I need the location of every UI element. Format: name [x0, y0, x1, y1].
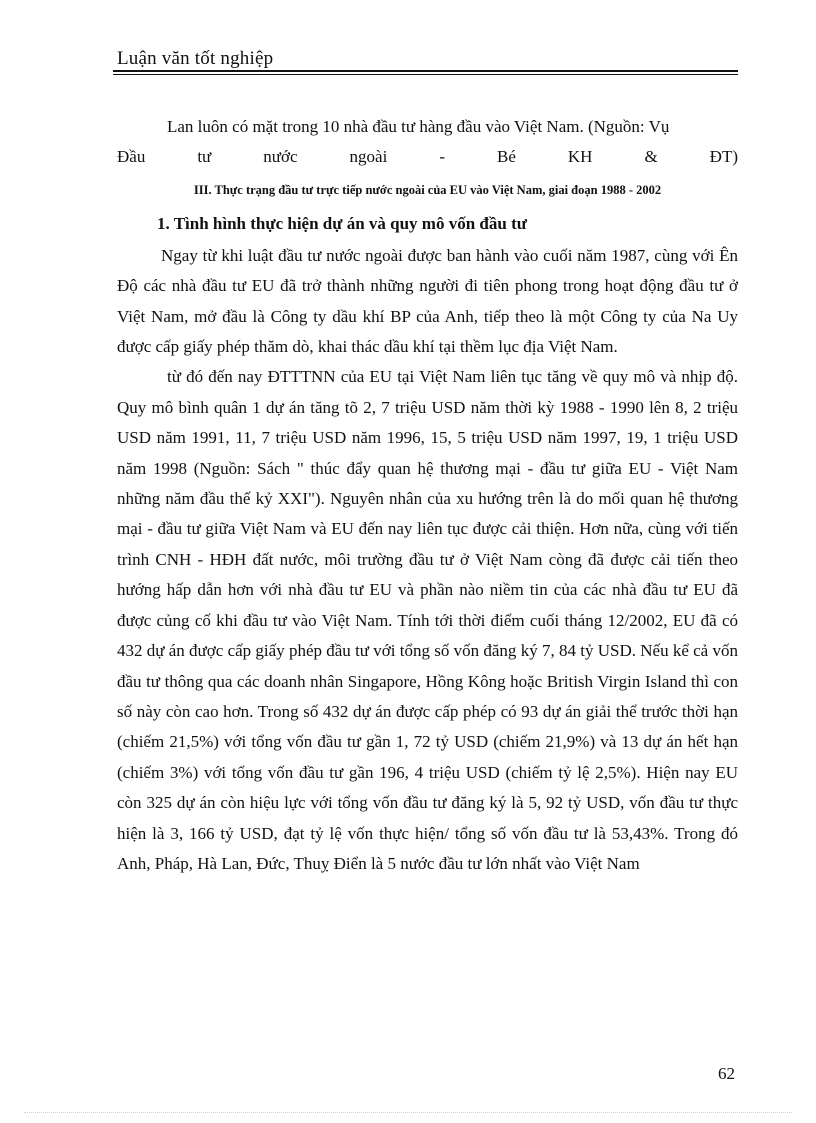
- paragraph-1: Ngay từ khi luật đầu tư nước ngoài được ban hành vào cuối năm 1987, cùng với Ên Độ các nhà đầu tư EU đã trở thành những người đi tiên phong trong hoạt động đầu tư ở Việt Nam, mở đầu là Công ty dầu khí BP của Anh, tiếp theo là một Công ty của Na Uy được cấp giấy phép thăm dò, khai thác dầu khí tại thềm lục địa Việt Nam.: [117, 245, 738, 357]
- paragraph-2: từ đó đến nay ĐTTTNN của EU tại Việt Nam liên tục tăng về quy mô và nhịp độ. Quy mô bình quân 1 dự án tăng tõ 2, 7 triệu USD năm thời kỳ 1988 - 1990 lên 8, 2 triệu USD năm 1991, 11, 7 triệu USD năm 1996, 15, 5 triệu USD năm 1997, 19, 1 triệu USD năm 1998 (Nguồn: Sách " thúc đẩy quan hệ thương mại - đầu tư giữa EU - Việt Nam những năm đầu thế kỷ XXI"). Nguyên nhân của xu hướng trên là do mối quan hệ thương mại - đầu tư giữa Việt Nam và EU đến nay liên tục được cải thiện. Hơn nữa, cùng với tiến trình CNH - HĐH đất nước, môi trường đầu tư ở Việt Nam còng đã được cải tiến theo hướng hấp dẫn hơn với nhà đầu tư EU và phần nào niềm tin của các nhà đầu tư EU đã được củng cố khi đầu tư vào Việt Nam. Tính tới thời điểm cuối tháng 12/2002, EU đã có 432 dự án được cấp giấy phép đầu tư với tổng số vốn đăng ký 7, 84 tỷ USD. Nếu kể cả vốn đầu tư thông qua các doanh nhân Singapore, Hồng Kông hoặc British Virgin Island thì con số này còn cao hơn. Trong số 432 dự án được cấp phép có 93 dự án giải thể trước thời hạn (chiếm 21,5%) với tổng vốn đầu tư gần 1, 72 tỷ USD (chiếm 21,9%) và 13 dự án hết hạn (chiếm 3%) với tổng vốn đầu tư gần 196, 4 triệu USD (chiếm tỷ lệ 2,5%). Hiện nay EU còn 325 dự án còn hiệu lực với tổng vốn đầu tư đăng ký là 5, 92 tỷ USD, vốn đầu tư thực hiện là 3, 166 tỷ USD, đạt tỷ lệ vốn thực hiện/ tổng số vốn đầu tư là 53,43%. Trong đó Anh, Pháp, Hà Lan, Đức, Thuỵ Điển là 5 nước đầu tư lớn nhất vào Việt Nam: [117, 367, 738, 873]
- header-rule-thin: [113, 74, 738, 75]
- bottom-divider: [24, 1112, 792, 1113]
- sub-heading: 1. Tình hình thực hiện dự án và quy mô vốn đầu tư: [157, 213, 527, 233]
- header-rule-thick: [113, 70, 738, 72]
- page-number: 62: [718, 1064, 735, 1083]
- header-title: Luận văn tốt nghiệp: [117, 48, 274, 69]
- intro-line-2: Đầu tư nước ngoài - Bé KH & ĐT): [117, 147, 738, 167]
- intro-line-1: Lan luôn có mặt trong 10 nhà đầu tư hàng đầu vào Việt Nam. (Nguồn: Vụ: [167, 117, 670, 136]
- page-body: [117, 112, 738, 879]
- section-heading: III. Thực trạng đầu tư trực tiếp nước ngoài của EU vào Việt Nam, giai đoạn 1988 - 2002: [193, 182, 662, 197]
